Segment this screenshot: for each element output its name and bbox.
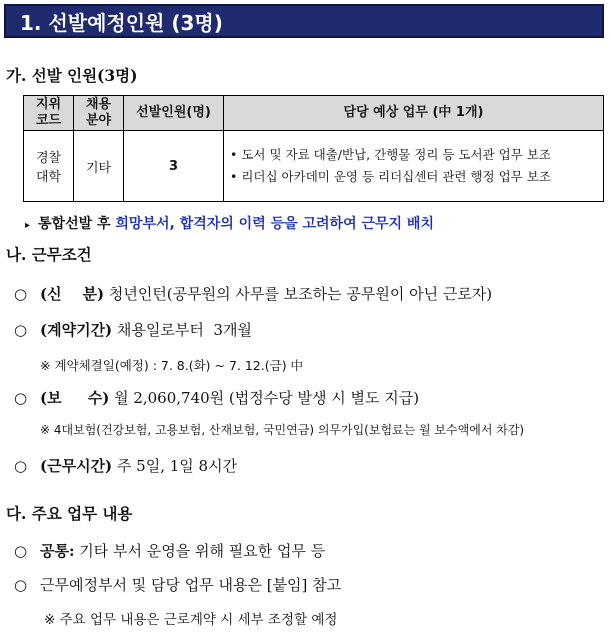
cell-duties bbox=[224, 131, 604, 202]
circle-bullet-icon: ○ bbox=[14, 457, 28, 475]
table-header-row bbox=[24, 96, 604, 131]
triangle-bullet-icon: ▸ bbox=[25, 220, 31, 231]
condition-hours: ○ (근무시간) 주 5일, 1일 8시간 bbox=[14, 457, 238, 475]
condition-contract-period: ○ (계약기간) 채용일로부터 3개월 bbox=[14, 321, 252, 339]
contract-date-note: ※ 계약체결일(예정) : 7. 8.(화) ~ 7. 12.(금) 中 bbox=[40, 358, 304, 373]
page-title: 1. 선발예정인원 (3명) bbox=[20, 10, 223, 35]
placement-note: ▸ 통합선발 후 희망부서, 합격자의 이력 등을 고려하여 근무지 배치 bbox=[25, 216, 434, 232]
header-position-code: 지위 코드 bbox=[24, 96, 74, 131]
section-da-heading: 다. 주요 업무 내용 bbox=[6, 504, 133, 523]
placement-highlight: 희망부서, 합격자의 이력 등을 고려하여 근무지 배치 bbox=[115, 216, 434, 232]
header-field: 채용 분야 bbox=[74, 96, 124, 131]
circle-bullet-icon: ○ bbox=[14, 389, 28, 407]
duty-common: ○ 공통: 기타 부서 운영을 위해 필요한 업무 등 bbox=[14, 542, 326, 560]
section-na-heading: 나. 근무조건 bbox=[6, 245, 92, 264]
duty-item: • 도서 및 자료 대출/반납, 간행물 정리 등 도서관 업무 보조 bbox=[230, 147, 551, 162]
circle-bullet-icon: ○ bbox=[14, 542, 28, 560]
condition-pay: ○ (보 수) 월 2,060,740원 (법정수당 발생 시 별도 지급) bbox=[14, 389, 420, 407]
insurance-note: ※ 4대보험(건강보험, 고용보험, 산재보험, 국민연금) 의무가입(보험료는 월 보수액에서 차감) bbox=[40, 423, 525, 437]
header-count: 선발인원(명) bbox=[124, 96, 224, 131]
table-row bbox=[24, 131, 604, 202]
circle-bullet-icon: ○ bbox=[14, 285, 28, 303]
condition-status: ○ (신 분) 청년인턴(공무원의 사무를 보조하는 공무원이 아닌 근로자) bbox=[14, 285, 493, 303]
page-title-banner bbox=[4, 4, 604, 38]
duty-item: • 리더십 아카데미 운영 등 리더십센터 관련 행정 업무 보조 bbox=[230, 169, 551, 184]
cell-field: 기타 bbox=[74, 131, 124, 202]
circle-bullet-icon: ○ bbox=[14, 321, 28, 339]
circle-bullet-icon: ○ bbox=[14, 576, 28, 594]
section-ga-heading: 가. 선발 인원(3명) bbox=[6, 66, 138, 85]
duty-adjust-note: ※ 주요 업무 내용은 근로계약 시 세부 조정할 예정 bbox=[44, 612, 338, 628]
recruitment-table bbox=[23, 95, 604, 202]
header-duties: 담당 예상 업무 (中 1개) bbox=[224, 96, 604, 131]
cell-count: 3 bbox=[124, 131, 224, 202]
cell-code: 경찰 대학 bbox=[24, 131, 74, 202]
duty-reference: ○ 근무예정부서 및 담당 업무 내용은 [붙임] 참고 bbox=[14, 576, 342, 594]
